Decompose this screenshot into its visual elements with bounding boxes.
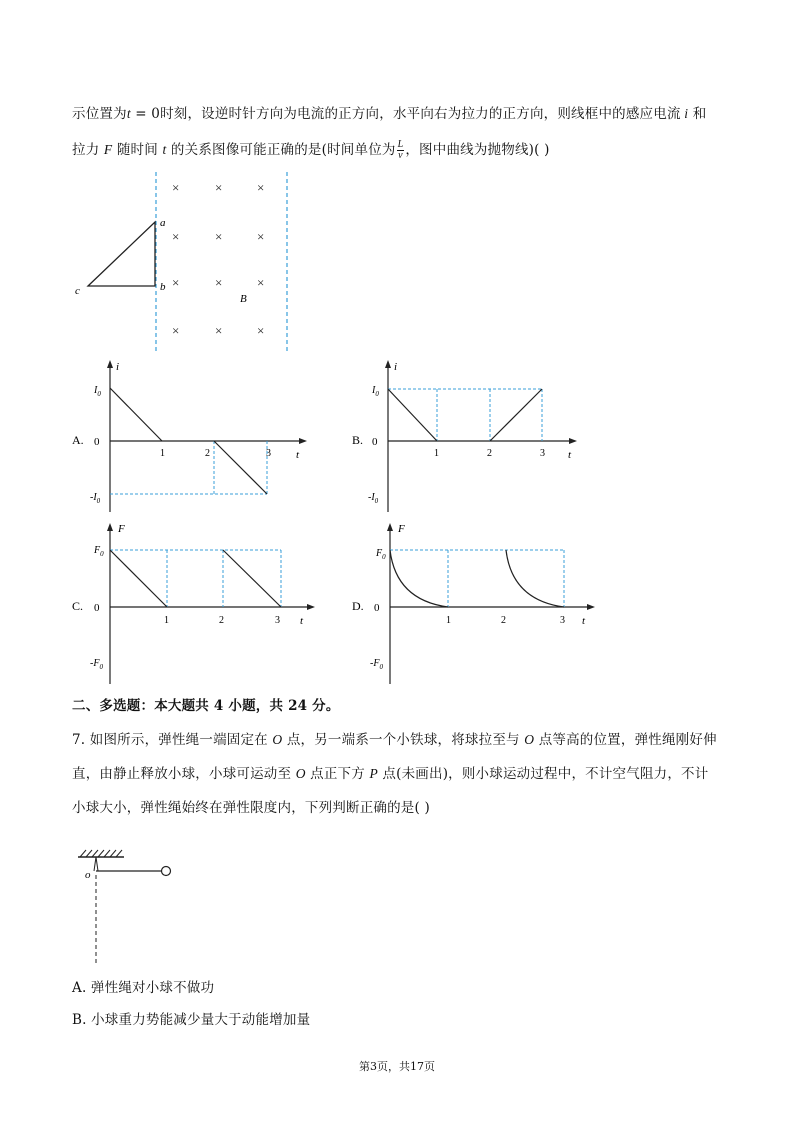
svg-text:i: i [116,361,120,373]
svg-text:1: 1 [446,615,451,626]
option-C-graph [70,520,320,688]
svg-text:-I0: $-I_0$ [90,492,101,505]
svg-text:F0: $F_0$ [94,545,104,558]
vertex-b-label: b [160,281,166,293]
svg-text:3: 3 [540,448,545,459]
svg-text:I0: $I_0$ [94,385,101,398]
svg-text:×: × [257,180,265,195]
svg-text:0: 0 [372,436,378,448]
svg-text:F0: $F_0$ [376,548,386,561]
svg-text:×: × [172,275,180,290]
field-crosses [172,180,264,338]
magnetic-field-figure [70,170,300,355]
option-A-graph [70,358,320,518]
svg-text:×: × [215,180,223,195]
q7-line3: 小球大小，弹性绳始终在弹性限度内，下列判断正确的是( ) [72,800,430,816]
svg-text:×: × [257,229,265,244]
svg-text:3: 3 [560,615,565,626]
option-label: D. [352,599,364,613]
fraction-L-over-v: $\frac{L}{v}$ [397,139,404,161]
q6-line1: 示位置为t = 0时刻，设逆时针方向为电流的正方向，水平向右为拉力的正方向，则线框中的感应电流 i 和 [72,106,707,122]
section-heading: 二、多选题：本大题共 4 小题，共 24 分。 [72,698,340,714]
elastic-rope-figure [72,845,192,970]
svg-text:3: 3 [266,448,271,459]
svg-text:×: × [172,180,180,195]
svg-text:3: 3 [275,615,280,626]
q7-option-B: B. 小球重力势能减少量大于动能增加量 [72,1012,311,1028]
svg-text:0: 0 [94,602,100,614]
q7-line1: 7. 如图所示，弹性绳一端固定在 O 点，另一端系一个小铁球，将球拉至与 O 点等高的位置，弹性绳刚好伸 [72,732,717,748]
svg-text:-F0: $-F_0$ [370,658,383,671]
option-label: C. [72,599,84,613]
field-B-label: B [240,293,247,305]
option-B-graph [350,358,590,518]
svg-text:t: t [568,449,572,461]
vertex-c-label: c [75,285,80,297]
point-O-label: o [85,869,91,881]
option-label: A. [72,433,84,447]
svg-text:0: 0 [94,436,100,448]
svg-text:1: 1 [434,448,439,459]
svg-text:F: F [398,523,405,535]
svg-text:1: 1 [164,615,169,626]
option-label: B. [352,433,364,447]
svg-text:-I0: $-I_0$ [368,492,379,505]
svg-text:F: F [118,523,125,535]
svg-text:t: t [582,615,586,627]
svg-text:1: 1 [160,448,165,459]
svg-text:2: 2 [205,448,210,459]
svg-text:t: t [300,615,304,627]
svg-text:×: × [257,275,265,290]
page-footer: 第3页，共17页 [359,1060,435,1073]
svg-text:-F0: $-F_0$ [90,658,103,671]
svg-text:2: 2 [501,615,506,626]
svg-text:t: t [296,449,300,461]
option-D-graph [350,520,600,688]
svg-text:×: × [257,323,265,338]
q7-line2: 直，由静止释放小球，小球可运动至 O 点正下方 P 点(未画出)，则小球运动过程中，不计空气阻力，不计 [72,766,709,782]
q7-option-A: A. 弹性绳对小球不做功 [72,980,215,996]
svg-text:2: 2 [487,448,492,459]
svg-text:I0: $I_0$ [372,385,379,398]
svg-text:2: 2 [219,615,224,626]
q6-line2: 拉力 F 随时间 t 的关系图像可能正确的是(时间单位为 $\frac{L}{v}$ ，图中曲线为抛物线)( ) [72,139,550,161]
svg-text:×: × [215,229,223,244]
svg-text:×: × [215,323,223,338]
svg-text:×: × [172,229,180,244]
svg-text:×: × [172,323,180,338]
svg-text:i: i [394,361,398,373]
vertex-a-label: a [160,217,166,229]
svg-text:×: × [215,275,223,290]
svg-text:0: 0 [374,602,380,614]
